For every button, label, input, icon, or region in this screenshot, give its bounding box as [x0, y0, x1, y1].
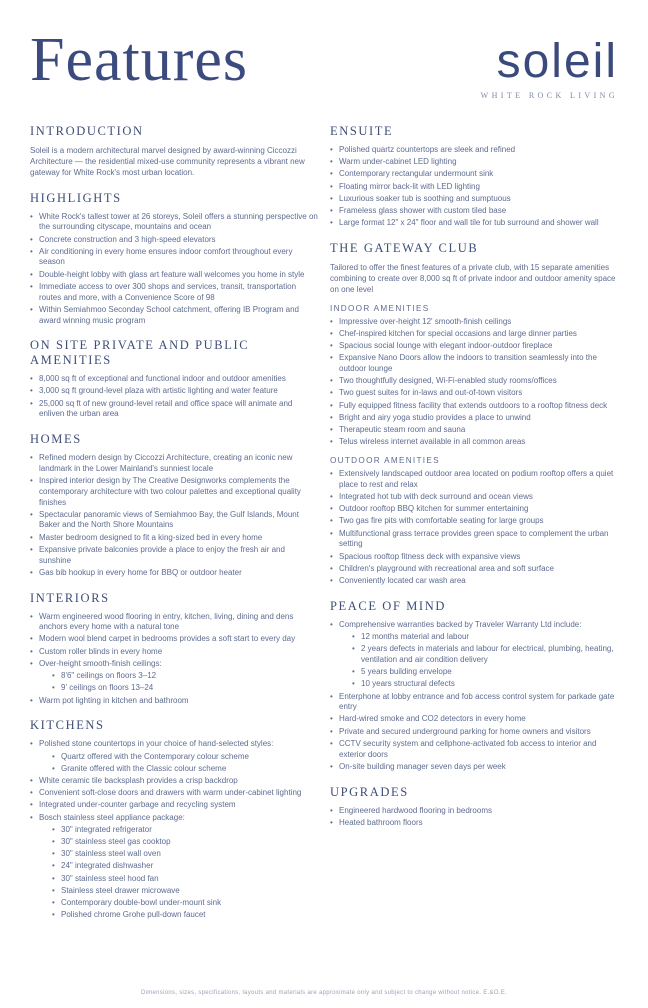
- list-item: [52, 849, 318, 860]
- list-item: [352, 632, 618, 643]
- list-item: [330, 762, 618, 773]
- sub-bullet-list: [52, 752, 318, 775]
- list-item: [330, 317, 618, 328]
- bullet-text: 9' ceilings on floors 13–24: [61, 683, 154, 693]
- section-heading: KITCHENS: [30, 718, 105, 733]
- bullet-list: [330, 145, 618, 229]
- section-heading: PEACE OF MIND: [330, 598, 446, 613]
- list-item: [330, 182, 618, 193]
- list-item: [52, 752, 318, 763]
- bullet-text: Bright and airy yoga studio provides a place to unwind: [339, 412, 531, 422]
- bullet-text: Floating mirror back-lit with LED lighting: [339, 181, 480, 191]
- list-item: [330, 169, 618, 180]
- list-item: [330, 564, 618, 575]
- bullet-text: White ceramic tile backsplash provides a crisp backdrop: [39, 775, 238, 785]
- list-item: [30, 800, 318, 811]
- bullet-text: Comprehensive warranties backed by Traveler Warranty Ltd include:: [339, 619, 582, 629]
- list-item: [30, 235, 318, 246]
- list-item: [30, 813, 318, 921]
- list-item: [330, 504, 618, 515]
- bullet-text: Two gas fire pits with comfortable seating for large groups: [339, 516, 544, 526]
- list-item: [30, 612, 318, 633]
- list-item: [330, 329, 618, 340]
- list-item: [30, 247, 318, 268]
- list-item: [52, 898, 318, 909]
- bullet-text: Outdoor rooftop BBQ kitchen for summer entertaining: [339, 504, 529, 514]
- section-on-site-private-and-public-amenities: [30, 338, 318, 420]
- sub-bullet-list: [52, 671, 318, 694]
- brand-logo: [481, 28, 618, 100]
- logo-wordmark: soleil: [496, 35, 618, 88]
- bullet-text: 10 years structural defects: [361, 679, 455, 689]
- bullet-text: Gas bib hookup in every home for BBQ or outdoor heater: [39, 567, 242, 577]
- list-item: [30, 305, 318, 326]
- bullet-text: Concrete construction and 3 high-speed elevators: [39, 234, 216, 244]
- bullet-list: [30, 739, 318, 921]
- bullet-text: Enterphone at lobby entrance and fob access control system for parkade gate entry: [339, 691, 615, 712]
- bullet-text: Heated bathroom floors: [339, 817, 423, 827]
- bullet-text: 30" stainless steel hood fan: [61, 873, 159, 883]
- list-item: [330, 692, 618, 713]
- bullet-text: 25,000 sq ft of new ground-level retail and office space will animate and enliven the urban area: [39, 398, 293, 419]
- bullet-text: 2 years defects in materials and labour for electrical, plumbing, heating, ventilation and air condition delivery: [361, 644, 614, 664]
- list-item: [30, 399, 318, 420]
- bullet-text: Within Semiahmoo Seconday School catchment, offering IB Program and award winning music program: [39, 304, 299, 325]
- list-item: [30, 270, 318, 281]
- bullet-text: Engineered hardwood flooring in bedrooms: [339, 805, 492, 815]
- bullet-text: Granite offered with the Classic colour scheme: [61, 763, 227, 773]
- bullet-text: Two thoughtfully designed, Wi-Fi-enabled study rooms/offices: [339, 376, 557, 386]
- list-item: [30, 212, 318, 233]
- bullet-text: 30" stainless steel wall oven: [61, 849, 161, 859]
- bullet-text: Convenient soft-close doors and drawers with warm under-cabinet lighting: [39, 788, 302, 798]
- list-item: [52, 910, 318, 921]
- bullet-text: Polished chrome Grohe pull-down faucet: [61, 910, 206, 920]
- bullet-text: 8,000 sq ft of exceptional and functional indoor and outdoor amenities: [39, 374, 286, 384]
- bullet-text: Warm engineered wood flooring in entry, kitchen, living, dining and dens anchors every home with a natural tone: [39, 611, 294, 632]
- bullet-text: Two guest suites for in-laws and out-of-town visitors: [339, 388, 523, 398]
- list-item: [30, 453, 318, 474]
- bullet-text: Spectacular panoramic views of Semiahmoo Bay, the Gulf Islands, Mount Baker and the North Shore Mountains: [39, 509, 299, 530]
- section-kitchens: [30, 718, 318, 921]
- bullet-text: Integrated hot tub with deck surround and ocean views: [339, 491, 533, 501]
- section-heading: THE GATEWAY CLUB: [330, 241, 479, 256]
- bullet-text: Luxurious soaker tub is soothing and sumptuous: [339, 193, 511, 203]
- section-ensuite: [330, 124, 618, 229]
- bullet-text: Custom roller blinds in every home: [39, 646, 163, 656]
- list-item: [330, 739, 618, 760]
- bullet-text: Warm under-cabinet LED lighting: [339, 157, 457, 167]
- list-item: [330, 353, 618, 374]
- section-heading: INTERIORS: [30, 590, 110, 605]
- bullet-text: Children's playground with recreational area and soft surface: [339, 563, 554, 573]
- list-item: [330, 145, 618, 156]
- bullet-text: Contemporary double-bowl under-mount sink: [61, 898, 222, 908]
- footer-disclaimer: Dimensions, sizes, specifications, layouts and materials are approximate only and subject to change without notice. E.&O.E.: [140, 990, 508, 996]
- left-column: [30, 124, 318, 925]
- bullet-text: Telus wireless internet available in all common areas: [339, 437, 526, 447]
- bullet-text: Bosch stainless steel appliance package:: [39, 812, 185, 822]
- section-intro: Tailored to offer the finest features of a private club, with 15 separate amenities combining to create over 8,000 sq ft of private indoor and outdoor amenity space on one level: [330, 263, 616, 295]
- bullet-text: Chef-inspired kitchen for special occasions and large dinner parties: [339, 328, 577, 338]
- bullet-text: Inspired interior design by The Creative Designworks complements the contemporary architecture with two colour palettes and exceptional quality finishes: [39, 476, 301, 507]
- sub-bullet-list: [52, 825, 318, 921]
- bullet-text: Spacious rooftop fitness deck with expansive views: [339, 551, 521, 561]
- list-item: [30, 374, 318, 385]
- list-item: [330, 576, 618, 587]
- sub-bullet-list: [352, 632, 618, 690]
- bullet-text: Integrated under-counter garbage and recycling system: [39, 800, 236, 810]
- list-item: [330, 425, 618, 436]
- list-item: [30, 386, 318, 397]
- bullet-text: Private and secured underground parking for home owners and visitors: [339, 726, 591, 736]
- section-heading: UPGRADES: [330, 784, 409, 799]
- list-item: [330, 341, 618, 352]
- section-the-gateway-club: [330, 241, 618, 587]
- list-item: [330, 516, 618, 527]
- bullet-list: [30, 212, 318, 327]
- list-item: [30, 647, 318, 658]
- list-item: [330, 492, 618, 503]
- bullet-list: [30, 612, 318, 707]
- bullet-text: Double-height lobby with glass art feature wall welcomes you home in style: [39, 269, 305, 279]
- list-item: [330, 818, 618, 829]
- bullet-list: [330, 469, 618, 587]
- bullet-text: Over-height smooth-finish ceilings:: [39, 658, 162, 668]
- list-item: [330, 727, 618, 738]
- bullet-text: Conveniently located car wash area: [339, 575, 466, 585]
- list-item: [330, 194, 618, 205]
- bullet-text: On-site building manager seven days per week: [339, 761, 506, 771]
- section-heading: ENSUITE: [330, 124, 394, 138]
- bullet-text: Large format 12" x 24" floor and wall tile for tub surround and shower wall: [339, 218, 599, 228]
- list-item: [30, 788, 318, 799]
- bullet-text: Expansive private balconies provide a place to enjoy the fresh air and sunshine: [39, 544, 285, 565]
- list-item: [330, 376, 618, 387]
- bullet-text: Hard-wired smoke and CO2 detectors in every home: [339, 714, 526, 724]
- bullet-list: [30, 374, 318, 420]
- list-item: [352, 644, 618, 665]
- list-item: [52, 683, 318, 694]
- bullet-text: 24" integrated dishwasher: [61, 861, 154, 871]
- bullet-text: Master bedroom designed to fit a king-sized bed in every home: [39, 532, 263, 542]
- list-item: [30, 696, 318, 707]
- bullet-text: Air conditioning in every home ensures indoor comfort throughout every season: [39, 246, 293, 267]
- list-item: [330, 401, 618, 412]
- bullet-text: 8'6" ceilings on floors 3–12: [61, 671, 157, 681]
- bullet-text: Frameless glass shower with custom tiled base: [339, 206, 507, 216]
- logo-tagline: WHITE ROCK LIVING: [480, 91, 618, 100]
- bullet-text: Contemporary rectangular undermount sink: [339, 169, 494, 179]
- bullet-text: Stainless steel drawer microwave: [61, 885, 180, 895]
- right-column: [330, 124, 618, 925]
- section-heading: INTRODUCTION: [30, 124, 144, 138]
- bullet-text: Therapeutic steam room and sauna: [339, 425, 466, 435]
- bullet-text: 5 years building envelope: [361, 667, 452, 677]
- list-item: [330, 413, 618, 424]
- bullet-text: 3,000 sq ft ground-level plaza with artistic lighting and water feature: [39, 386, 278, 396]
- list-item: [52, 874, 318, 885]
- bullet-text: Quartz offered with the Contemporary colour scheme: [61, 751, 249, 761]
- list-item: [30, 568, 318, 579]
- section-homes: [30, 432, 318, 578]
- bullet-text: Multifunctional grass terrace provides green space to complement the urban setting: [339, 528, 609, 549]
- section-interiors: [30, 591, 318, 707]
- list-item: [330, 469, 618, 490]
- subsection-heading-outdoor-amenities: OUTDOOR AMENITIES: [330, 456, 440, 465]
- bullet-text: Warm pot lighting in kitchen and bathroom: [39, 695, 189, 705]
- bullet-list: [330, 620, 618, 773]
- bullet-text: 30" stainless steel gas cooktop: [61, 837, 171, 847]
- section-peace-of-mind: [330, 599, 618, 773]
- bullet-text: Spacious social lounge with elegant indoor-outdoor fireplace: [339, 341, 553, 351]
- list-item: [330, 714, 618, 725]
- list-item: [330, 206, 618, 217]
- content-columns: [0, 100, 648, 925]
- section-introduction: [30, 124, 318, 179]
- section-upgrades: [330, 785, 618, 829]
- list-item: [330, 218, 618, 229]
- list-item: [330, 552, 618, 563]
- list-item: [52, 825, 318, 836]
- list-item: [30, 282, 318, 303]
- section-heading: HOMES: [30, 432, 82, 447]
- section-highlights: [30, 191, 318, 327]
- section-heading: ON SITE PRIVATE AND PUBLIC AMENITIES: [30, 338, 250, 368]
- list-item: [30, 545, 318, 566]
- list-item: [30, 776, 318, 787]
- bullet-text: Immediate access to over 300 shops and services, transit, transportation routes and more, with a Convenience Score of 98: [39, 281, 297, 302]
- bullet-text: Modern wool blend carpet in bedrooms provides a soft start to every day: [39, 634, 296, 644]
- list-item: [30, 533, 318, 544]
- bullet-text: White Rock's tallest tower at 26 storeys, Soleil offers a stunning perspective on the surrounding cityscape, mountains and ocean: [39, 211, 318, 232]
- section-heading: HIGHLIGHTS: [30, 190, 122, 205]
- bullet-text: CCTV security system and cellphone-activated fob access to interior and exterior doors: [339, 738, 597, 759]
- bullet-text: Fully equipped fitness facility that extends outdoors to a rooftop fitness deck: [339, 400, 608, 410]
- list-item: [30, 634, 318, 645]
- list-item: [30, 659, 318, 694]
- bullet-text: 30" integrated refrigerator: [61, 824, 152, 834]
- bullet-text: Impressive over-height 12' smooth-finish ceilings: [339, 316, 512, 326]
- list-item: [330, 806, 618, 817]
- list-item: [30, 476, 318, 508]
- bullet-list: [330, 806, 618, 829]
- list-item: [52, 886, 318, 897]
- list-item: [52, 671, 318, 682]
- bullet-text: Polished quartz countertops are sleek and refined: [339, 145, 516, 154]
- list-item: [52, 764, 318, 775]
- list-item: [352, 679, 618, 690]
- subsection-heading-indoor-amenities: INDOOR AMENITIES: [330, 303, 430, 313]
- bullet-text: Polished stone countertops in your choice of hand-selected styles:: [39, 739, 274, 749]
- bullet-text: Extensively landscaped outdoor area located on podium rooftop offers a quiet place to rest and relax: [339, 469, 614, 489]
- list-item: [52, 837, 318, 848]
- list-item: [30, 739, 318, 774]
- list-item: [352, 667, 618, 678]
- list-item: [330, 437, 618, 448]
- list-item: [52, 861, 318, 872]
- section-intro: Soleil is a modern architectural marvel designed by award-winning Ciccozzi Architecture — the residential mixed-use community represents a vibrant new gateway for White Rock's most urban location.: [30, 146, 305, 178]
- bullet-list: [330, 317, 618, 448]
- page-title: Features: [30, 26, 249, 94]
- page-header: [0, 0, 648, 100]
- list-item: [30, 510, 318, 531]
- list-item: [330, 157, 618, 168]
- bullet-text: Expansive Nano Doors allow the indoors to transition seamlessly into the outdoor lounge: [339, 353, 597, 373]
- list-item: [330, 388, 618, 399]
- list-item: [330, 620, 618, 690]
- bullet-text: 12 months material and labour: [361, 631, 470, 641]
- bullet-list: [30, 453, 318, 578]
- bullet-text: Refined modern design by Ciccozzi Architecture, creating an iconic new landmark in the Lower Mainland's sunniest locale: [39, 453, 293, 473]
- list-item: [330, 529, 618, 550]
